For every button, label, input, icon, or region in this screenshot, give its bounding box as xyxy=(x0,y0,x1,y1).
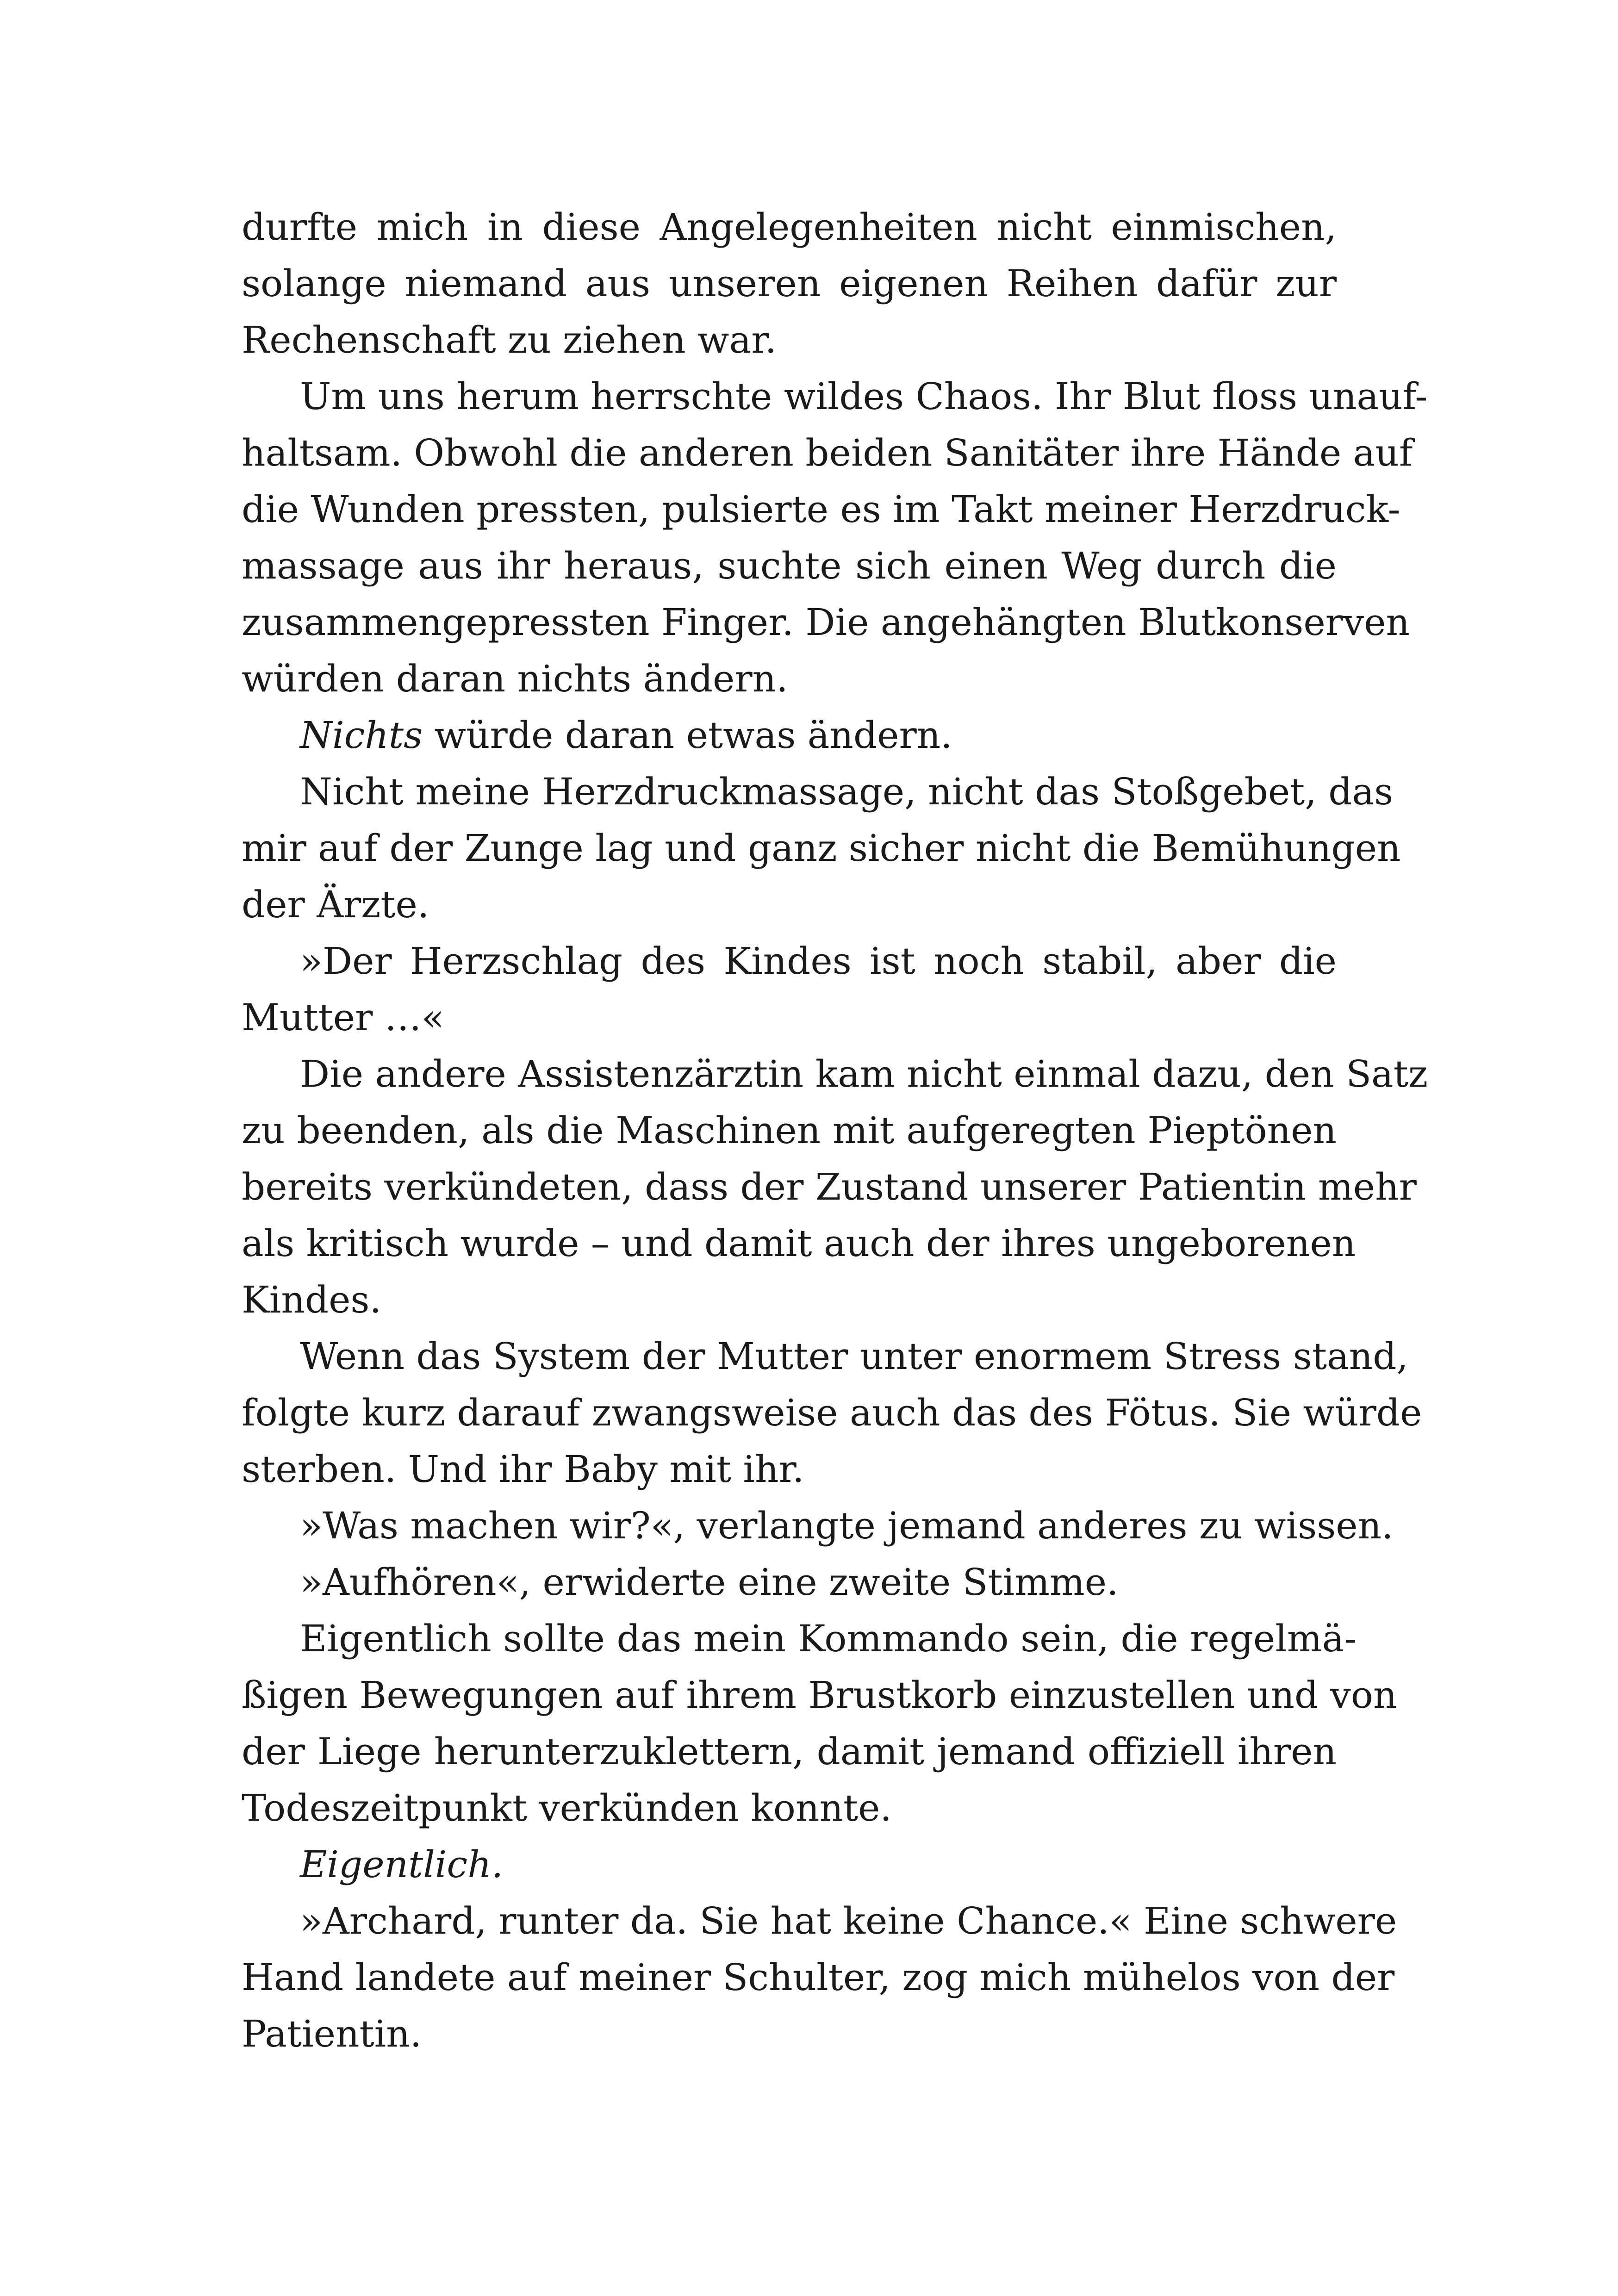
text-line: die Wunden pressten, pulsierte es im Takt meiner Herzdruck- xyxy=(242,488,1400,531)
paragraph xyxy=(242,1893,1397,2062)
text-line: Eigentlich sollte das mein Kommando sein, die regelmä- xyxy=(300,1617,1357,1660)
paragraph xyxy=(242,1498,1394,1554)
paragraph xyxy=(242,764,1401,933)
text-line: Rechenschaft zu ziehen war. xyxy=(242,318,777,361)
text-line: Mutter …« xyxy=(242,996,444,1039)
text-line: Die andere Assistenzärztin kam nicht einmal dazu, den Satz xyxy=(300,1052,1428,1095)
text-run: würde daran etwas ändern. xyxy=(423,714,952,757)
italic-emphasis: Eigentlich. xyxy=(300,1843,504,1886)
paragraph xyxy=(242,1554,1337,1611)
paragraph xyxy=(242,368,1428,707)
paragraph xyxy=(242,707,1337,764)
text-line: »Was machen wir?«, verlangte jemand anderes zu wissen. xyxy=(300,1504,1394,1547)
paragraph xyxy=(242,1328,1422,1498)
text-line: durfte mich in diese Angelegenheiten nicht einmischen, xyxy=(242,205,1337,249)
text-line xyxy=(242,1836,1337,1893)
text-line: haltsam. Obwohl die anderen beiden Sanitäter ihre Hände auf xyxy=(242,431,1413,474)
text-line: »Aufhören«, erwiderte eine zweite Stimme. xyxy=(300,1561,1119,1604)
text-line: mir auf der Zunge lag und ganz sicher nicht die Bemühungen xyxy=(242,827,1401,870)
paragraph xyxy=(242,1611,1397,1836)
text-line: zu beenden, als die Maschinen mit aufgeregten Pieptönen xyxy=(242,1109,1337,1152)
text-line: massage aus ihr heraus, suchte sich einen Weg durch die xyxy=(242,544,1337,587)
text-line: Kindes. xyxy=(242,1278,381,1321)
text-line: Todeszeitpunkt verkünden konnte. xyxy=(242,1786,892,1829)
text-line: »Der Herzschlag des Kindes ist noch stabil, aber die xyxy=(300,940,1337,983)
body-text xyxy=(242,199,1428,2062)
text-line: Patientin. xyxy=(242,2012,422,2055)
text-line: Wenn das System der Mutter unter enormem Stress stand, xyxy=(300,1335,1408,1378)
text-line: sterben. Und ihr Baby mit ihr. xyxy=(242,1448,804,1491)
paragraph xyxy=(242,933,1337,1046)
text-line: Nicht meine Herzdruckmassage, nicht das Stoßgebet, das xyxy=(300,770,1394,813)
text-line: »Archard, runter da. Sie hat keine Chance.« Eine schwere xyxy=(300,1899,1397,1942)
italic-emphasis: Nichts xyxy=(300,714,423,757)
text-line: Um uns herum herrschte wildes Chaos. Ihr Blut floss unauf- xyxy=(300,375,1428,418)
text-line: Hand landete auf meiner Schulter, zog mich mühelos von der xyxy=(242,1956,1395,1999)
text-line: bereits verkündeten, dass der Zustand unserer Patientin mehr xyxy=(242,1165,1417,1208)
paragraph xyxy=(242,199,1337,368)
text-line xyxy=(242,707,1337,764)
text-line: der Liege herunterzuklettern, damit jemand offiziell ihren xyxy=(242,1730,1337,1773)
text-line: der Ärzte. xyxy=(242,883,429,926)
paragraph xyxy=(242,1836,1337,1893)
text-line: als kritisch wurde – und damit auch der ihres ungeborenen xyxy=(242,1222,1356,1265)
text-line: folgte kurz darauf zwangsweise auch das des Fötus. Sie würde xyxy=(242,1391,1422,1434)
text-line: würden daran nichts ändern. xyxy=(242,657,788,700)
text-line: ßigen Bewegungen auf ihrem Brustkorb einzustellen und von xyxy=(242,1674,1397,1717)
paragraph xyxy=(242,1046,1428,1328)
text-line: solange niemand aus unseren eigenen Reihen dafür zur xyxy=(242,262,1337,305)
text-line: zusammengepressten Finger. Die angehängten Blutkonserven xyxy=(242,601,1410,644)
